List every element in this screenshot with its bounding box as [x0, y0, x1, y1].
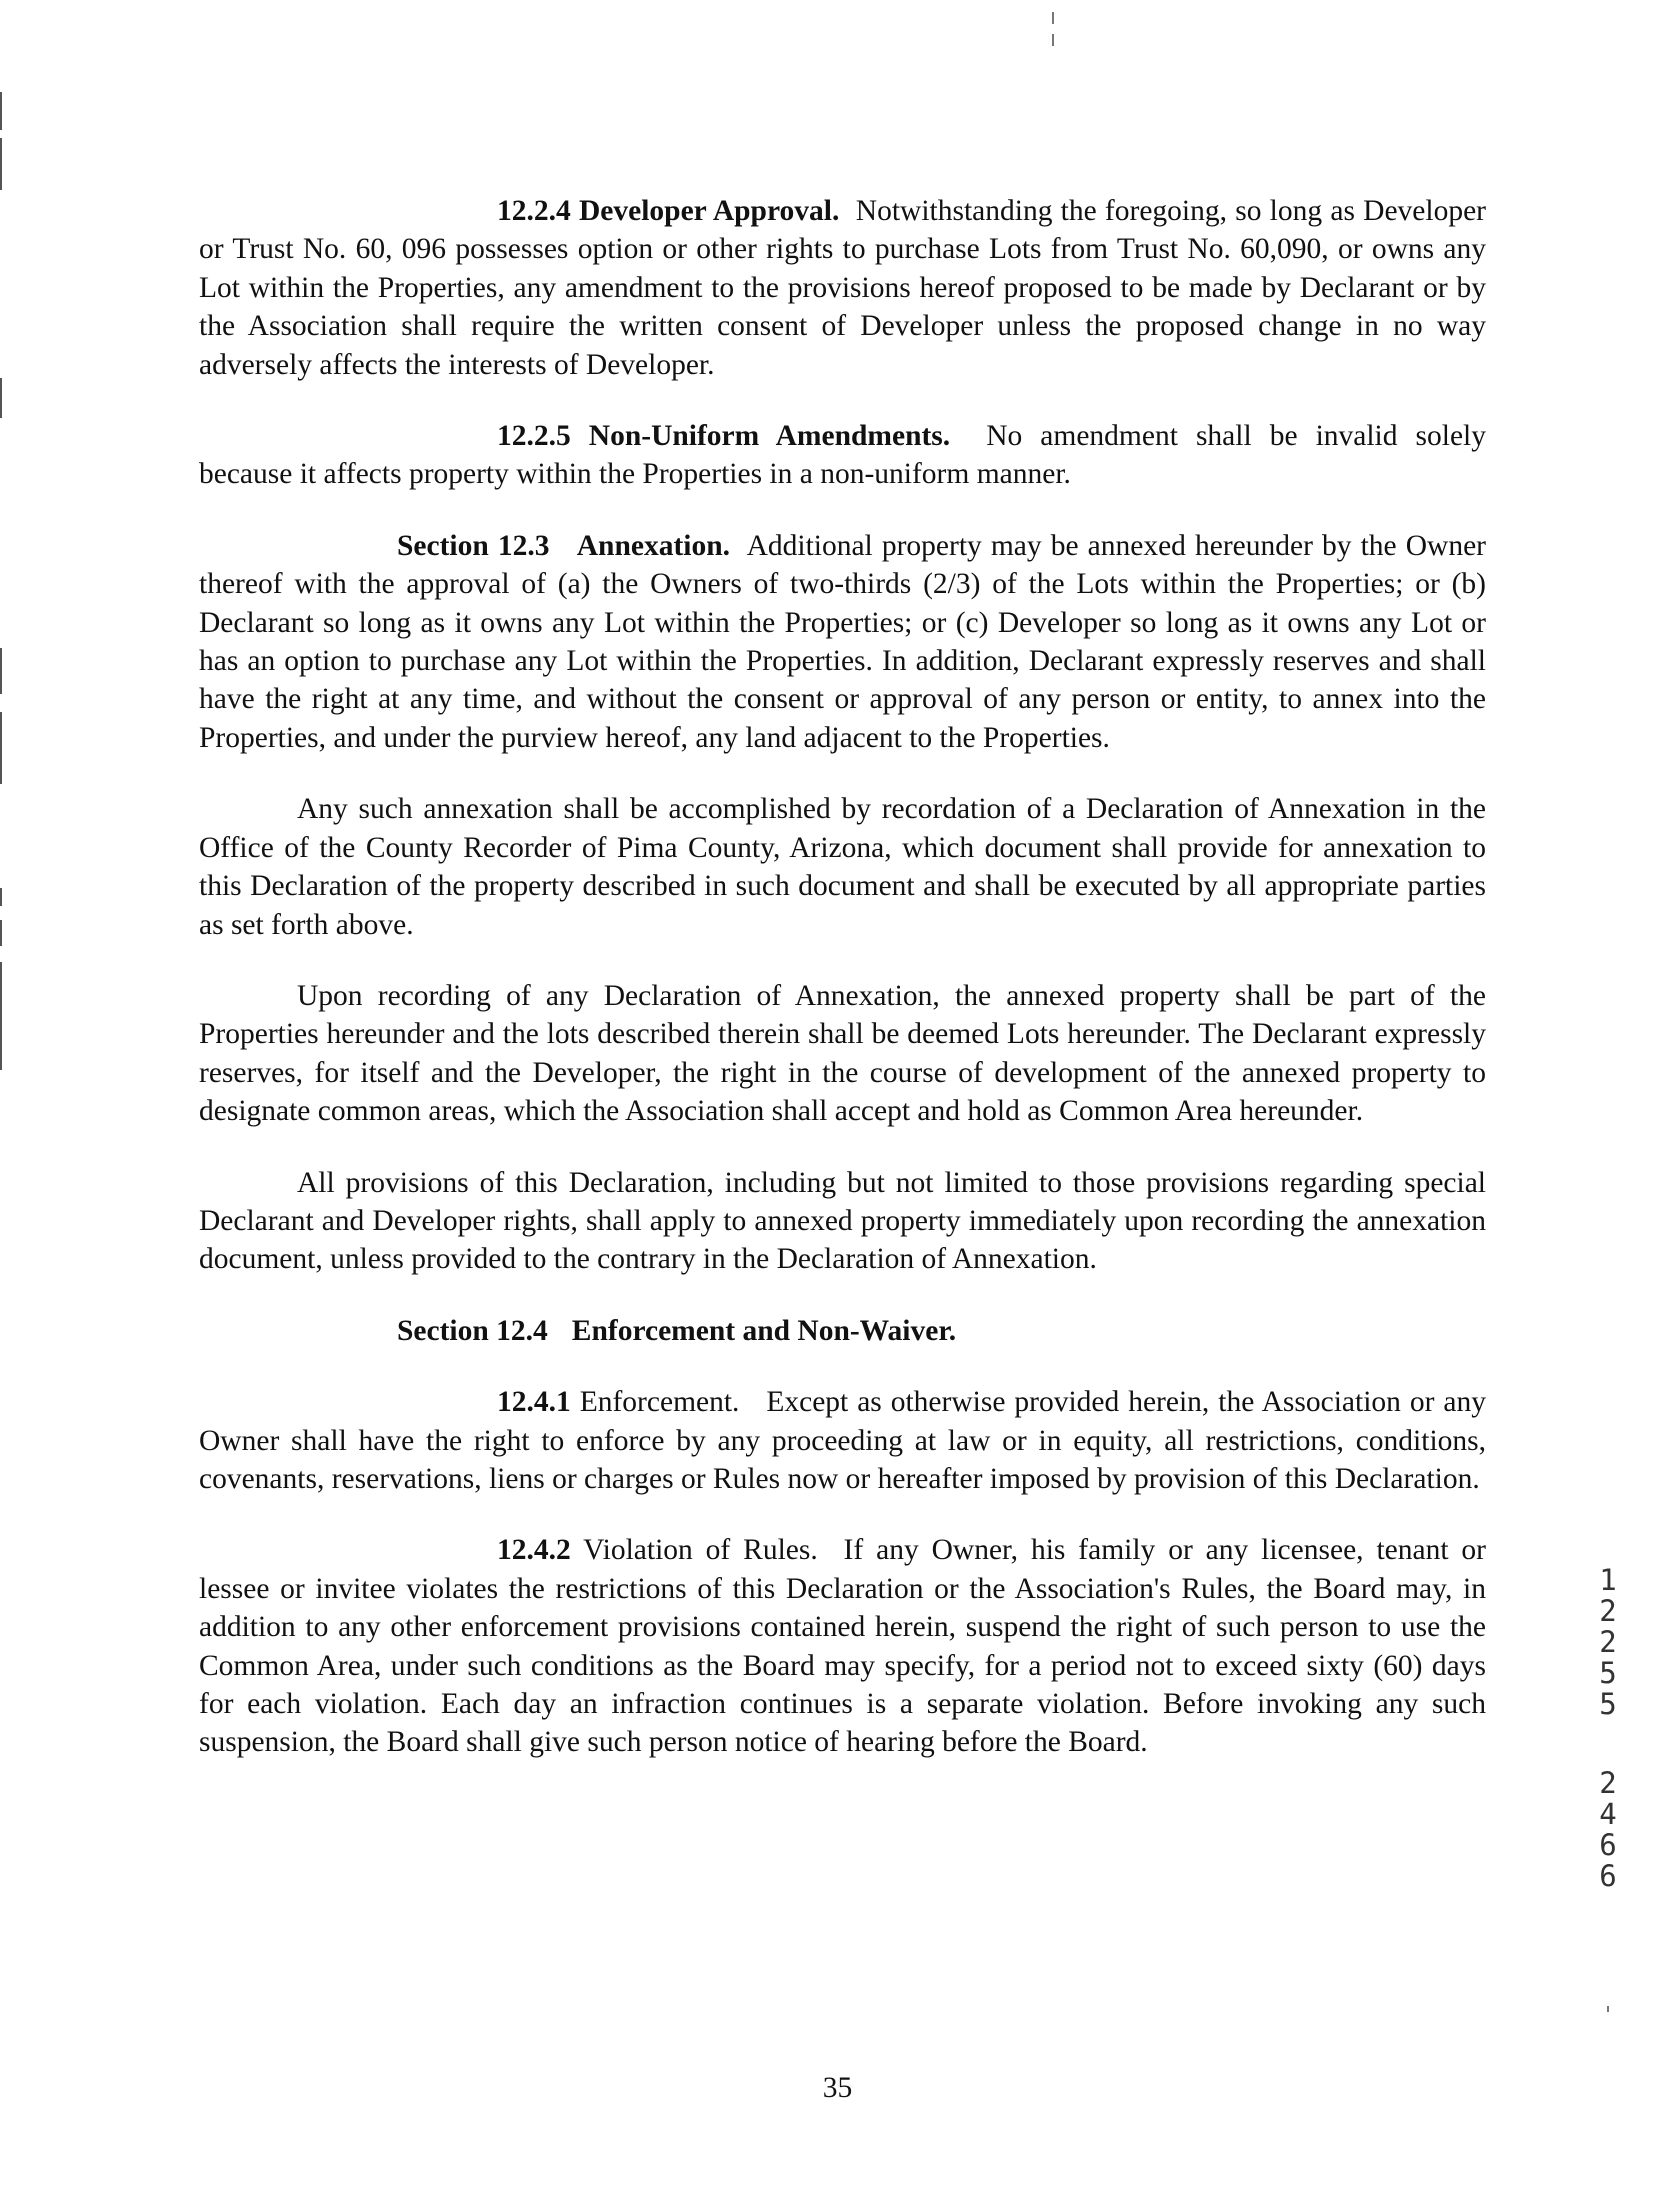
stamp-digit: 2 [1599, 1766, 1617, 1800]
scan-margin-mark [0, 712, 2, 784]
scan-margin-mark [0, 648, 2, 694]
scan-speck [1607, 2006, 1609, 2012]
section-12-4-heading [199, 1312, 1486, 1350]
recording-stamp [1592, 1565, 1624, 1940]
paragraph-section-12-3 [199, 527, 1486, 757]
clause-title: Non-Uniform Amendments. [588, 420, 951, 453]
document-body [199, 192, 1486, 1795]
scan-speck [1052, 34, 1054, 46]
paragraph-text: All provisions of this Declaration, including but not limited to those provisions regarding special Declarant and Developer rights, shall apply to annexed property immediately upon recording the annexation document, unless provided to the contrary in the Declaration of Annexation. [199, 1166, 1486, 1276]
paragraph-text: Upon recording of any Declaration of Annexation, the annexed property shall be part of the Properties hereunder and the lots described therein shall be deemed Lots hereunder. The Declarant expressly reserves, for itself and the Developer, the right in the course of development of the annexed property to designate common areas, which the Association shall accept and hold as Common Area hereunder. [199, 979, 1486, 1128]
clause-title: Enforcement. [579, 1386, 740, 1419]
stamp-digit: 1 [1599, 1563, 1617, 1597]
scan-margin-mark [0, 962, 2, 1070]
recording-stamp-page [1592, 1768, 1624, 1892]
section-number: Section 12.3 [397, 529, 550, 562]
paragraph-text: Any such annexation shall be accomplished by recordation of a Declaration of Annexation in the Office of the County Recorder of Pima County, Arizona, which document shall provide for annexation to this Declaration of the property described in such document and shall be executed by all appropriate parties as set forth above. [199, 793, 1486, 941]
scan-margin-mark [0, 920, 2, 946]
paragraph-12-2-5 [199, 417, 1486, 494]
clause-text: Except as otherwise provided herein, the Association or any Owner shall have the right to enforce by any proceeding at law or in equity, all restrictions, conditions, covenants, reservations, liens or charges or Rules now or hereafter imposed by provision of this Declaration. [199, 1386, 1487, 1495]
clause-text: Notwithstanding the foregoing, so long as Developer or Trust No. 60, 096 possesses option or other rights to purchase Lots from Trust No. 60,090, or owns any Lot within the Properties, any amendment to the provisions hereof proposed to be made by Declarant or by the Association shall require the written consent of Developer unless the proposed change in no way adversely affects the interests of Developer. [199, 195, 1486, 381]
clause-number: 12.4.2 [497, 1534, 571, 1567]
clause-number: 12.2.4 [497, 195, 571, 227]
clause-title: Developer Approval. [578, 195, 840, 227]
stamp-digit: 2 [1599, 1594, 1617, 1628]
recording-stamp-docket [1592, 1565, 1624, 1720]
stamp-digit: 2 [1599, 1625, 1617, 1659]
stamp-digit: 4 [1599, 1797, 1617, 1831]
stamp-digit: 6 [1599, 1859, 1617, 1893]
clause-title: Violation of Rules. [583, 1534, 818, 1567]
scan-speck [1052, 12, 1054, 24]
paragraph-annexation-recording [199, 977, 1486, 1131]
clause-text: No amendment shall be invalid solely because it affects property within the Properties in a non-uniform manner. [199, 420, 1486, 491]
scan-margin-mark [0, 92, 2, 130]
paragraph-12-4-2 [199, 1531, 1486, 1761]
paragraph-12-4-1 [199, 1383, 1486, 1498]
section-number: Section 12.4 [397, 1314, 548, 1347]
paragraph-annexation-provisions [199, 1164, 1486, 1279]
section-text: Additional property may be annexed hereunder by the Owner thereof with the approval of (a) the Owners of two-thirds (2/3) of the Lots within the Properties; or (b) Declarant so long as it owns any Lot within the Properties; or (c) Developer so long as it owns any Lot or has an option to purchase any Lot within the Properties. In addition, Declarant expressly reserves and shall have the right at any time, and without the consent or approval of any person or entity, to annex into the Properties, and under the purview hereof, any land adjacent to the Properties. [199, 529, 1487, 754]
page-number: 35 [822, 2072, 853, 2104]
paragraph-annexation-recordation [199, 790, 1486, 944]
section-title: Annexation. [576, 529, 731, 562]
scan-margin-mark [0, 138, 2, 190]
scan-margin-mark [0, 378, 2, 418]
clause-text: If any Owner, his family or any licensee, tenant or lessee or invitee violates the restrictions of this Declaration or the Association's Rules, the Board may, in addition to any other enforcement provisions contained herein, suspend the right of such person to use the Common Area, under such conditions as the Board may specify, for a period not to exceed sixty (60) days for each violation. Each day an infraction continues is a separate violation. Before invoking any such suspension, the Board shall give such person notice of hearing before the Board. [199, 1534, 1486, 1759]
stamp-digit: 6 [1599, 1828, 1617, 1862]
stamp-digit: 5 [1599, 1687, 1617, 1721]
scan-margin-mark [0, 888, 2, 906]
paragraph-12-2-4 [199, 192, 1486, 384]
clause-number: 12.2.5 [497, 420, 571, 453]
stamp-digit: 5 [1599, 1656, 1617, 1690]
section-title: Enforcement and Non-Waiver. [571, 1314, 957, 1347]
clause-number: 12.4.1 [497, 1386, 571, 1419]
